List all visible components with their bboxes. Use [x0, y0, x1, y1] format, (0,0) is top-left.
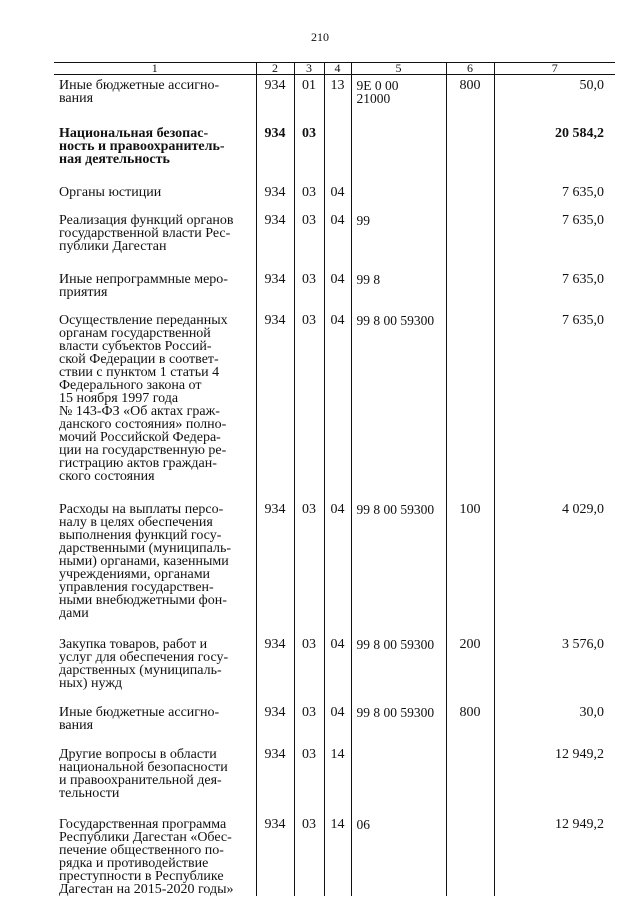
row-name — [54, 800, 256, 896]
expense-type-code — [446, 732, 494, 800]
section-code: 03 — [294, 483, 324, 620]
amount: 12 949,2 — [494, 800, 615, 896]
expense-type-code: 100 — [446, 483, 494, 620]
section-code: 03 — [294, 199, 324, 253]
ministry-code: 934 — [256, 299, 294, 483]
ministry-code: 934 — [256, 166, 294, 199]
ministry-code: 934 — [256, 732, 294, 800]
ministry-code: 934 — [256, 620, 294, 690]
row-name-line: Реализация функций органов — [59, 213, 234, 228]
target-code — [351, 75, 446, 106]
subsection-code: 04 — [324, 620, 351, 690]
ministry-code: 934 — [256, 483, 294, 620]
row-name — [54, 75, 256, 106]
row-name-line: Федерального закона от — [59, 378, 202, 393]
row-name-line: Национальная безопас- — [59, 126, 209, 141]
subsection-code: 04 — [324, 299, 351, 483]
target-code — [351, 299, 446, 483]
header-col-4: 4 — [324, 63, 351, 75]
section-code: 03 — [294, 166, 324, 199]
row-name — [54, 732, 256, 800]
row-name-line: Осуществление переданных — [59, 313, 228, 328]
row-name-line: ная деятельность — [59, 152, 170, 167]
row-name — [54, 166, 256, 199]
row-name-line: рядка и противодействие — [59, 856, 209, 871]
page-number: 210 — [311, 30, 329, 44]
subsection-code: 04 — [324, 166, 351, 199]
subsection-code: 04 — [324, 199, 351, 253]
row-name-line: ствии с пунктом 1 статьи 4 — [59, 365, 220, 380]
row-name — [54, 620, 256, 690]
expense-type-code: 200 — [446, 620, 494, 690]
target-code — [351, 732, 446, 800]
header-col-7: 7 — [494, 63, 615, 75]
row-name-line: налу в целях обеспечения — [59, 515, 213, 530]
header-col-2: 2 — [256, 63, 294, 75]
table-row — [54, 800, 615, 896]
amount: 30,0 — [494, 690, 615, 732]
row-name-line: ского состояния — [59, 469, 155, 484]
row-name-line: Расходы на выплаты персо- — [59, 502, 224, 517]
row-name — [54, 299, 256, 483]
expense-type-code — [446, 105, 494, 166]
expense-type-code — [446, 800, 494, 896]
table-row — [54, 253, 615, 299]
target-code-line: 06 — [356, 817, 370, 832]
amount: 20 584,2 — [494, 105, 615, 166]
row-name-line: данского состояния» полно- — [59, 417, 227, 432]
row-name-line: ными внебюджетными фон- — [59, 593, 227, 608]
row-name — [54, 690, 256, 732]
target-code — [351, 105, 446, 166]
row-name-line: ции на государственную ре- — [59, 443, 227, 458]
amount: 3 576,0 — [494, 620, 615, 690]
expense-type-code: 800 — [446, 690, 494, 732]
section-code: 01 — [294, 75, 324, 106]
row-name-line: управления государствен- — [59, 580, 214, 595]
row-name-line: органам государственной — [59, 326, 211, 341]
section-code: 03 — [294, 299, 324, 483]
table-row — [54, 75, 615, 106]
amount: 7 635,0 — [494, 199, 615, 253]
row-name-line: учреждениями, органами — [59, 567, 211, 582]
row-name-line: № 143-ФЗ «Об актах граж- — [59, 404, 220, 419]
row-name-line: вания — [59, 718, 94, 733]
row-name — [54, 105, 256, 166]
target-code — [351, 690, 446, 732]
budget-table — [54, 62, 615, 896]
amount: 7 635,0 — [494, 253, 615, 299]
amount: 4 029,0 — [494, 483, 615, 620]
header-col-3: 3 — [294, 63, 324, 75]
row-name-line: Республики Дагестан «Обес- — [59, 830, 232, 845]
subsection-code: 04 — [324, 690, 351, 732]
row-name-line: Иные бюджетные ассигно- — [59, 705, 220, 720]
row-name-line: власти субъектов Россий- — [59, 339, 212, 354]
subsection-code: 04 — [324, 483, 351, 620]
row-name-line: Другие вопросы в области — [59, 747, 217, 762]
row-name-line: ность и правоохранитель- — [59, 139, 225, 154]
subsection-code: 04 — [324, 253, 351, 299]
table-row — [54, 199, 615, 253]
row-name-line: печение общественного по- — [59, 843, 224, 858]
row-name-line: ных) нужд — [59, 676, 123, 691]
target-code-line: 99 8 — [356, 272, 381, 287]
header-row — [54, 63, 615, 75]
row-name-line: услуг для обеспечения госу- — [59, 650, 229, 665]
amount: 7 635,0 — [494, 166, 615, 199]
target-code — [351, 620, 446, 690]
subsection-code — [324, 105, 351, 166]
target-code — [351, 800, 446, 896]
row-name-line: гистрацию актов граждан- — [59, 456, 217, 471]
table-row — [54, 690, 615, 732]
row-name-line: и правоохранительной дея- — [59, 773, 222, 788]
table-row — [54, 299, 615, 483]
section-code: 03 — [294, 253, 324, 299]
row-name-line: Дагестан на 2015-2020 годы» — [59, 882, 234, 897]
table-row — [54, 732, 615, 800]
table-row — [54, 620, 615, 690]
row-name-line: тельности — [59, 786, 120, 801]
row-name — [54, 253, 256, 299]
subsection-code: 14 — [324, 800, 351, 896]
table-body — [54, 75, 615, 897]
target-code-line: 21000 — [356, 91, 391, 106]
header-col-5: 5 — [351, 63, 446, 75]
ministry-code: 934 — [256, 253, 294, 299]
row-name-line: дами — [59, 606, 89, 621]
row-name-line: вания — [59, 91, 94, 106]
target-code — [351, 199, 446, 253]
target-code-line: 99 8 00 59300 — [356, 502, 435, 517]
row-name-line: дарственных (муниципаль- — [59, 663, 222, 678]
section-code: 03 — [294, 800, 324, 896]
header-col-1: 1 — [54, 63, 256, 75]
expense-type-code — [446, 299, 494, 483]
row-name-line: Иные непрограммные меро- — [59, 272, 228, 287]
row-name — [54, 199, 256, 253]
row-name — [54, 483, 256, 620]
amount: 7 635,0 — [494, 299, 615, 483]
section-code: 03 — [294, 620, 324, 690]
target-code-line: 99 8 00 59300 — [356, 313, 435, 328]
row-name-line: Закупка товаров, работ и — [59, 637, 208, 652]
row-name-line: Иные бюджетные ассигно- — [59, 78, 220, 93]
expense-type-code — [446, 199, 494, 253]
amount: 12 949,2 — [494, 732, 615, 800]
row-name-line: государственной власти Рес- — [59, 226, 231, 241]
expense-type-code — [446, 166, 494, 199]
header-col-6: 6 — [446, 63, 494, 75]
row-name-line: ской Федерации в соответ- — [59, 352, 219, 367]
ministry-code: 934 — [256, 105, 294, 166]
row-name-line: национальной безопасности — [59, 760, 228, 775]
row-name-line: Органы юстиции — [59, 185, 162, 200]
ministry-code: 934 — [256, 199, 294, 253]
target-code-line: 99 8 00 59300 — [356, 705, 435, 720]
row-name-line: публики Дагестан — [59, 239, 167, 254]
row-name-line: приятия — [59, 285, 108, 300]
row-name-line: выполнения функций госу- — [59, 528, 222, 543]
row-name-line: Государственная программа — [59, 817, 227, 832]
section-code: 03 — [294, 105, 324, 166]
expense-type-code — [446, 253, 494, 299]
section-code: 03 — [294, 690, 324, 732]
target-code — [351, 483, 446, 620]
subsection-code: 14 — [324, 732, 351, 800]
target-code-line: 9Е 0 00 — [356, 78, 399, 93]
row-name-line: ными) органами, казенными — [59, 554, 229, 569]
table-row — [54, 166, 615, 199]
target-code-line: 99 8 00 59300 — [356, 637, 435, 652]
ministry-code: 934 — [256, 75, 294, 106]
target-code — [351, 166, 446, 199]
row-name-line: дарственными (муниципаль- — [59, 541, 232, 556]
amount: 50,0 — [494, 75, 615, 106]
subsection-code: 13 — [324, 75, 351, 106]
row-name-line: мочий Российской Федера- — [59, 430, 221, 445]
target-code-line: 99 — [356, 213, 370, 228]
table-row — [54, 105, 615, 166]
table-row — [54, 483, 615, 620]
target-code — [351, 253, 446, 299]
section-code: 03 — [294, 732, 324, 800]
row-name-line: преступности в Республике — [59, 869, 224, 884]
expense-type-code: 800 — [446, 75, 494, 106]
ministry-code: 934 — [256, 800, 294, 896]
ministry-code: 934 — [256, 690, 294, 732]
row-name-line: 15 ноября 1997 года — [59, 391, 179, 406]
